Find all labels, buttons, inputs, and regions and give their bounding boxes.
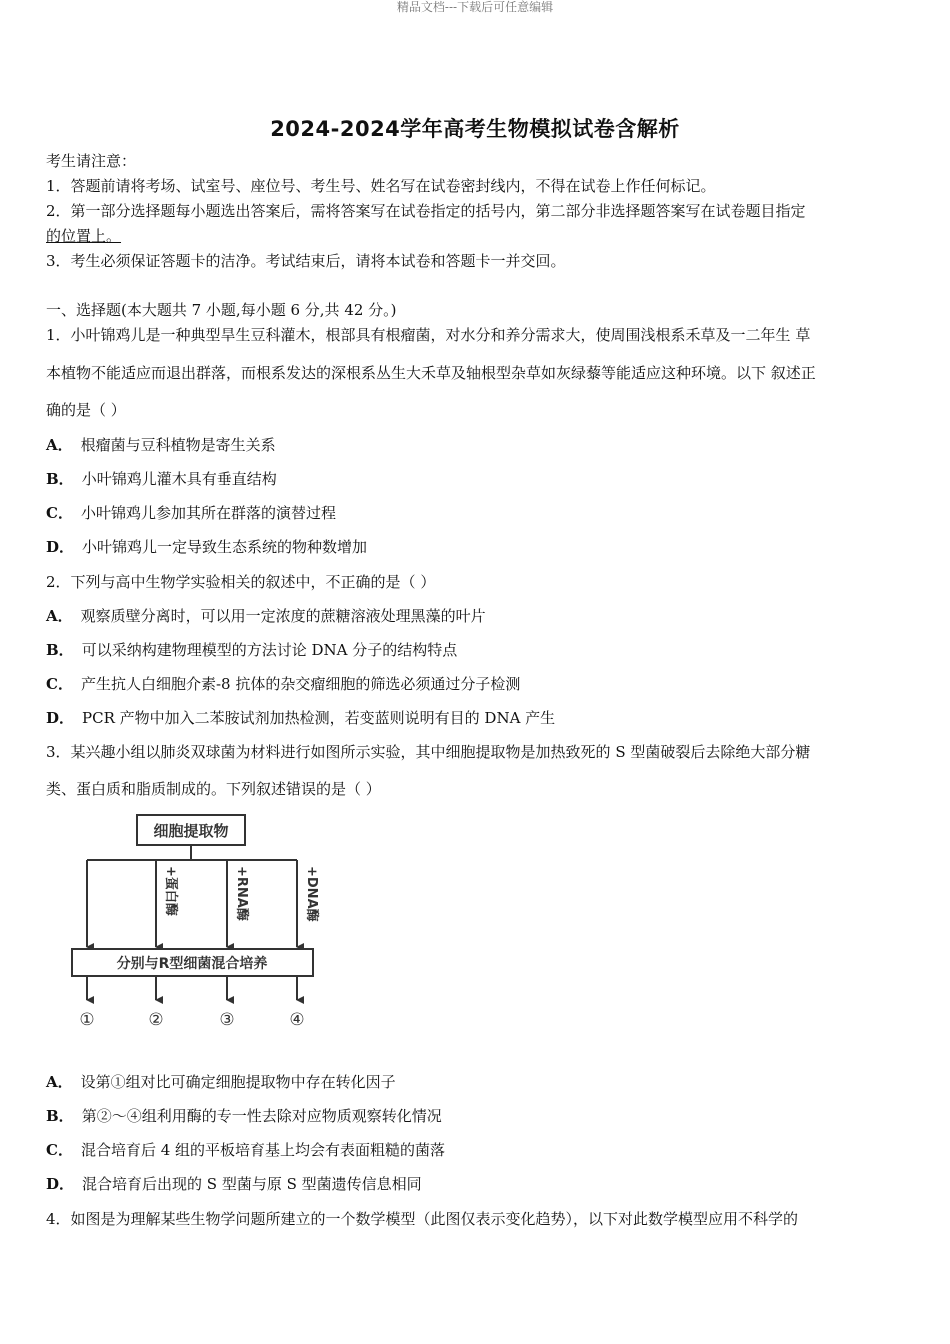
option-item xyxy=(46,708,555,728)
notice-item xyxy=(46,226,121,246)
experiment-diagram xyxy=(60,808,340,1038)
diagram-top-box-label: 细胞提取物 xyxy=(153,822,229,840)
option-letter: B． xyxy=(46,470,74,488)
option-item xyxy=(46,469,277,489)
option-letter: C． xyxy=(46,1141,73,1159)
output-label: ① xyxy=(79,1010,95,1030)
option-letter: B． xyxy=(46,1107,74,1125)
option-item xyxy=(46,537,367,557)
output-label: ④ xyxy=(289,1010,305,1030)
notice-item-text: 的位置上。 xyxy=(46,227,122,245)
option-text: 根瘤菌与豆科植物是寄生关系 xyxy=(80,436,276,454)
option-text: 混合培育后出现的 S 型菌与原 S 型菌遗传信息相同 xyxy=(82,1175,422,1193)
option-text: 小叶锦鸡儿参加其所在群落的演替过程 xyxy=(80,504,336,522)
notice-item: 2．第一部分选择题每小题选出答案后，需将答案写在试卷指定的括号内，第二部分非选择题答案写在试卷题目指定 xyxy=(46,202,806,220)
option-text: 可以采纳构建物理模型的方法讨论 DNA 分子的结构特点 xyxy=(81,641,458,659)
question-stem: 4．如图是为理解某些生物学问题所建立的一个数学模型（此图仅表示变化趋势），以下对此数学模型应用不科学的 xyxy=(46,1210,799,1228)
option-item xyxy=(46,1140,445,1160)
option-item xyxy=(46,503,336,523)
option-letter: D． xyxy=(46,538,75,556)
option-text: 小叶锦鸡儿一定导致生态系统的物种数增加 xyxy=(82,538,368,556)
section-heading: 一、选择题(本大题共 7 小题,每小题 6 分,共 42 分。) xyxy=(46,301,397,319)
option-letter: A． xyxy=(46,436,73,454)
option-item xyxy=(46,1072,396,1092)
option-text: 设第①组对比可确定细胞提取物中存在转化因子 xyxy=(80,1073,396,1091)
question-stem: 类、蛋白质和脂质制成的。下列叙述错误的是（ ） xyxy=(46,780,381,798)
question-stem: 2．下列与高中生物学实验相关的叙述中，不正确的是（ ） xyxy=(46,573,436,591)
option-letter: B． xyxy=(46,641,74,659)
branch-label-protease: +蛋白酶 xyxy=(163,866,178,916)
notice-item: 1．答题前请将考场、试室号、座位号、考生号、姓名写在试卷密封线内，不得在试卷上作任何标记。 xyxy=(46,177,716,195)
option-item xyxy=(46,435,276,455)
option-letter: D． xyxy=(46,709,75,727)
option-letter: D． xyxy=(46,1175,75,1193)
option-text: 混合培育后 4 组的平板培育基上均会有表面粗糙的菌落 xyxy=(80,1141,446,1159)
page-title: 2024-2024学年高考生物模拟试卷含解析 xyxy=(270,117,680,141)
notice-heading: 考生请注意： xyxy=(46,152,137,170)
question-stem: 确的是（ ） xyxy=(46,401,126,419)
option-letter: C． xyxy=(46,504,73,522)
question-stem: 本植物不能适应而退出群落，而根系发达的深根系丛生大禾草及轴根型杂草如灰绿藜等能适应这种环境。以下 叙述正 xyxy=(46,364,816,382)
output-label: ③ xyxy=(219,1010,235,1030)
branch-label-rnase: +RNA酶 xyxy=(234,866,249,921)
option-letter: A． xyxy=(46,1073,73,1091)
notice-item: 3．考生必须保证答题卡的洁净。考试结束后，请将本试卷和答题卡一并交回。 xyxy=(46,252,566,270)
option-item xyxy=(46,1174,422,1194)
question-stem: 1．小叶锦鸡儿是一种典型旱生豆科灌木，根部具有根瘤菌，对水分和养分需求大，使周围浅根系禾草及一二年生 草 xyxy=(46,326,811,344)
question-stem: 3．某兴趣小组以肺炎双球菌为材料进行如图所示实验，其中细胞提取物是加热致死的 S 型菌破裂后去除绝大部分糖 xyxy=(46,743,811,761)
option-text: PCR 产物中加入二苯胺试剂加热检测，若变蓝则说明有目的 DNA 产生 xyxy=(82,709,556,727)
diagram-bottom-box-label: 分别与R型细菌混合培养 xyxy=(116,956,268,972)
option-letter: C． xyxy=(46,675,73,693)
option-item xyxy=(46,640,457,660)
output-label: ② xyxy=(148,1010,164,1030)
header-note: 精品文档---下载后可任意编辑 xyxy=(396,0,554,14)
branch-label-dnase: +DNA酶 xyxy=(304,866,319,922)
option-item xyxy=(46,1106,442,1126)
option-item xyxy=(46,674,520,694)
option-text: 观察质壁分离时，可以用一定浓度的蔗糖溶液处理黑藻的叶片 xyxy=(80,607,486,625)
option-text: 产生抗人白细胞介素-8 抗体的杂交瘤细胞的筛选必须通过分子检测 xyxy=(80,675,521,693)
option-text: 第②～④组利用酶的专一性去除对应物质观察转化情况 xyxy=(81,1107,442,1125)
option-item xyxy=(46,606,486,626)
option-letter: A． xyxy=(46,607,73,625)
option-text: 小叶锦鸡儿灌木具有垂直结构 xyxy=(81,470,277,488)
